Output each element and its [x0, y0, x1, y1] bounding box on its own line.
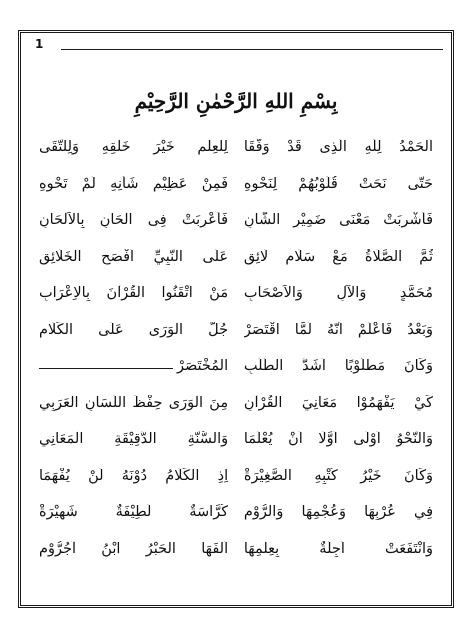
verse-left-hemistich: اِذِ الْكَلَامُ دُوْنَهُ لَنْ يُفْهَمَا [39, 467, 229, 484]
verse-line [39, 421, 433, 458]
verse-left-hemistich: لِلْعِلْمِ خَيْرَ خَلْقِهِ وَلِلتُّقَى [39, 139, 229, 156]
verse-left-hemistich: كُرَّاسَةٌ لَطِيْفَةٌ شَهِيْرَةْ [39, 504, 229, 521]
verse-right-hemistich: ثُمَّ الصَّلَاةُ مَعْ سَلَامٍ لَائِقٍ [243, 248, 433, 265]
verse-right-hemistich: فَأُشْرِبَتْ مَعْنَى ضَمِيْرِ الشَّانِ [243, 212, 433, 229]
verse-right-hemistich: وَكَانَ خَيْرُ كُتْبِهِ الصَّغِيْرَةْ [243, 467, 433, 484]
verse-line [39, 458, 433, 495]
verse-left-hemistich [39, 358, 228, 374]
verse-line [39, 239, 433, 276]
verse-left-text: الْمُخْتَصَرْ [176, 358, 229, 375]
verses-list [39, 129, 433, 567]
verse-right-hemistich: وَانْتَفَعَتْ اَجِلَّةٌ بِعِلْمِهَا [243, 540, 433, 557]
verse-right-hemistich: مُحَمَّدٍ وَالْآلِ وَالْاَصْحَابِ [243, 285, 433, 302]
page-number: 1 [35, 37, 44, 51]
verse-left-hemistich: مِنَ الْوَرَى حِفْظُ اللِّسَانِ الْعَرَبِي [39, 394, 229, 411]
verse-left-hemistich: فَأُعْرِبَتْ فِى الْحَانِ بِالْاَلْحَانِ [39, 212, 229, 229]
verse-left-hemistich: مَنْ اَتْقَنُوا الْقُرْآنَ بِالْاِعْرَابِ [39, 285, 229, 302]
verse-line [39, 312, 433, 349]
page-frame [18, 30, 454, 608]
verse-line [39, 129, 433, 166]
verse-right-hemistich: اَلْحَمْدُ لِلّٰهِ الَّذِى قَدْ وَفَّقَا [243, 139, 433, 156]
verse-right-hemistich: وَبَعْدُ فَاعْلَمْ اَنَّهُ لَمَّا اقْتَصَرْ [243, 321, 433, 338]
verse-left-hemistich: فَمِنْ عَظِيْمِ شَأْنِهِ لَمْ تَحْوِهِ [39, 175, 229, 192]
verse-right-hemistich: وَالنَّحْوُ اَوْلَى اَوَّلًا اَنْ يُعْلَمَا [243, 431, 433, 448]
verse-line [39, 275, 433, 312]
header-rule [61, 49, 443, 50]
verse-line [39, 494, 433, 531]
verse-line [39, 348, 433, 385]
verse-line [39, 531, 433, 568]
verse-line [39, 385, 433, 422]
verse-right-hemistich: حَتَّى نَحَتْ قُلُوْبُهُمْ لِنَحْوِهِ [243, 175, 433, 192]
verse-left-hemistich: عَلَى النَّبِيِّ اَفْصَحِ الْخَلَائِقِ [39, 248, 229, 265]
verse-right-hemistich: فِي عُرْبِهَا وَعُجْمِهَا وَالرُّوْمِ [243, 504, 433, 521]
verse-left-hemistich: اَلْفَهَا الْحَبْرُ ابْنُ آجُرُّوْمِ [39, 540, 229, 557]
verse-left-hemistich: جُلُّ الْوَرَى عَلَى الْكَلَامِ [39, 321, 229, 338]
verse-left-hemistich: وَالسُّنَّةِ الدَّقِيْقَةِ الْمَعَانِي [39, 431, 229, 448]
verse-right-hemistich: وَكَانَ مَطْلُوْبًا اَشَدَّ الطَّلَبِ [243, 358, 433, 375]
continuation-rule [39, 368, 173, 369]
basmala-heading: بِسْمِ اللهِ الرَّحْمٰنِ الرَّحِيْمِ [134, 89, 338, 113]
verse-line [39, 166, 433, 203]
verse-right-hemistich: كَيْ يَفْهَمُوْا مَعَانِيَ الْقُرْآنِ [243, 394, 433, 411]
verse-line [39, 202, 433, 239]
